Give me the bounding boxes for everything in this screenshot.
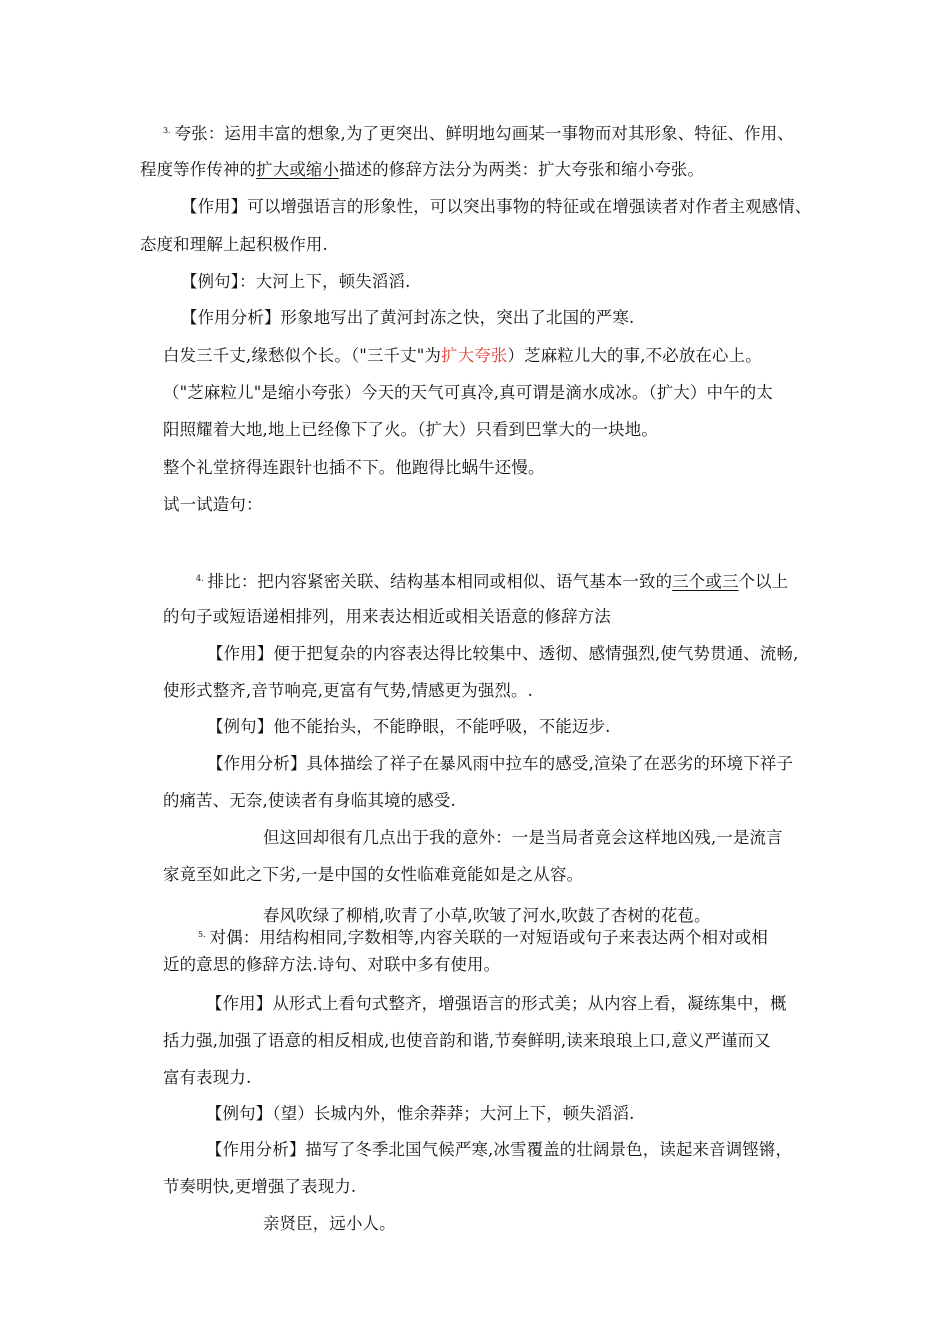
hyperbole-intro-line-1: $^{3.}$ 夸张：运用丰富的想象,为了更突出、鲜明地勾画某一事物而对其形象、特征、作用、 xyxy=(163,124,794,143)
parallelism-analysis-line-1: 【作用分析】具体描绘了祥子在暴风雨中拉车的感受,渲染了在恶劣的环境下祥子 xyxy=(207,754,794,773)
underlined-term: 扩大或缩小 xyxy=(256,160,340,179)
parallelism-quote-line-1: 但这回却很有几点出于我的意外：一是当局者竟会这样地凶残,一是流言 xyxy=(263,828,783,847)
underlined-term: 三个或三 xyxy=(672,572,739,591)
red-highlight: 扩大夸张 xyxy=(441,346,508,365)
hyperbole-effect-line-2: 态度和理解上起积极作用. xyxy=(140,235,328,254)
parallelism-quote-line-3: 春风吹绿了柳梢,吹青了小草,吹皱了河水,吹鼓了杏树的花苞。 xyxy=(263,906,711,925)
antithesis-intro-line-2: 近的意思的修辞方法.诗句、对联中多有使用。 xyxy=(163,955,501,974)
antithesis-effect-line-1: 【作用】从形式上看句式整齐，增强语言的形式美；从内容上看，凝练集中，概 xyxy=(206,994,787,1013)
hyperbole-examples-line-1: 白发三千丈,缘愁似个长。（"三千丈"为扩大夸张）芝麻粒儿大的事,不必放在心上。 xyxy=(163,346,762,365)
antithesis-intro-line-1: $^{5.}$ 对偶：用结构相同,字数相等,内容关联的一对短语或句子来表达两个相对或相 xyxy=(198,928,768,947)
section-number: 5. xyxy=(198,930,206,939)
antithesis-analysis-line-1: 【作用分析】描写了冬季北国气候严寒,冰雪覆盖的壮阔景色，读起来音调铿锵， xyxy=(206,1140,793,1159)
antithesis-analysis-line-2: 节奏明快,更增强了表现力. xyxy=(163,1177,357,1196)
parallelism-quote-line-2: 家竟至如此之下劣,一是中国的女性临难竟能如是之从容。 xyxy=(163,865,584,884)
hyperbole-analysis: 【作用分析】形象地写出了黄河封冻之快，突出了北国的严寒. xyxy=(181,308,635,327)
parallelism-effect-line-2: 使形式整齐,音节响亮,更富有气势,情感更为强烈。. xyxy=(163,681,534,700)
parallelism-intro-line-1: $^{4.}$ 排比：把内容紧密关联、结构基本相同或相似、语气基本一致的三个或三个以上 xyxy=(196,572,789,591)
parallelism-analysis-line-2: 的痛苦、无奈,使读者有身临其境的感受. xyxy=(163,791,456,810)
hyperbole-examples-line-3: 阳照耀着大地,地上已经像下了火。（扩大）只看到巴掌大的一块地。 xyxy=(163,420,658,439)
section-number: 4. xyxy=(196,574,204,583)
hyperbole-practice: 试一试造句： xyxy=(163,495,263,514)
hyperbole-examples-line-4: 整个礼堂挤得连跟针也插不下。他跑得比蜗牛还慢。 xyxy=(163,458,545,477)
hyperbole-intro-line-2: 程度等作传神的扩大或缩小描述的修辞方法分为两类：扩大夸张和缩小夸张。 xyxy=(140,160,705,179)
hyperbole-example: 【例句】：大河上下，顿失滔滔. xyxy=(181,272,411,291)
hyperbole-effect-line-1: 【作用】可以增强语言的形象性，可以突出事物的特征或在增强读者对作者主观感情、 xyxy=(181,197,812,216)
antithesis-example: 【例句】（望）长城内外，惟余莽莽；大河上下，顿失滔滔. xyxy=(206,1104,635,1123)
parallelism-example: 【例句】他不能抬头，不能睁眼，不能呼吸，不能迈步. xyxy=(207,717,611,736)
section-number: 3. xyxy=(163,126,171,135)
antithesis-practice: 亲贤臣，远小人。 xyxy=(263,1214,396,1233)
antithesis-effect-line-2: 括力强,加强了语意的相反相成,也使音韵和谐,节奏鲜明,读来琅琅上口,意义严谨而又 xyxy=(163,1031,771,1050)
antithesis-effect-line-3: 富有表现力. xyxy=(163,1068,252,1087)
parallelism-intro-line-2: 的句子或短语递相排列，用来表达相近或相关语意的修辞方法 xyxy=(163,607,611,626)
hyperbole-examples-line-2: （"芝麻粒儿"是缩小夸张）今天的天气可真冷,真可谓是滴水成冰。（扩大）中午的太 xyxy=(163,383,773,402)
parallelism-effect-line-1: 【作用】便于把复杂的内容表达得比较集中、透彻、感情强烈,使气势贯通、流畅, xyxy=(207,644,799,663)
